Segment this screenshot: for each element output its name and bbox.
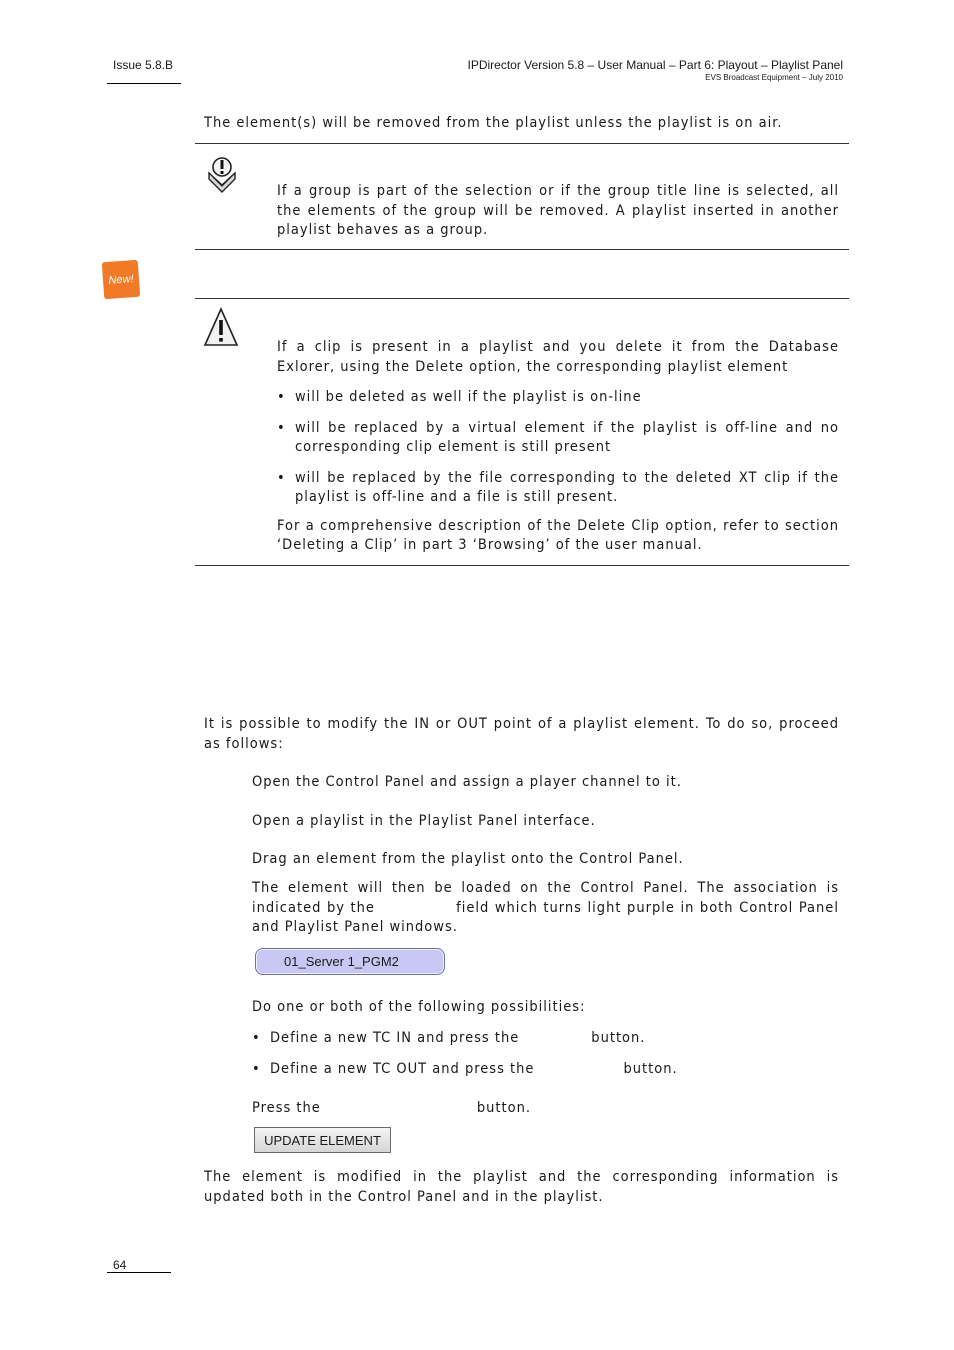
warning-bottom-rule: [195, 565, 849, 566]
step-5-text: Press the: [252, 1100, 321, 1116]
note-icon: [205, 155, 239, 195]
step-2: Open a playlist in the Playlist Panel interface.: [252, 813, 596, 829]
tc-out-button-word: button.: [623, 1061, 678, 1077]
warning-outro: For a comprehensive description of the Delete Clip option, refer to section ‘Deleting a Clip’ in part 3 ‘Browsing’ of the user manual.: [277, 517, 839, 553]
warning-intro: If a clip is present in a playlist and you delete it from the Database Exlorer, using the Delete option, the corresponding playlist element: [277, 339, 839, 375]
step-5-button-word: button.: [476, 1100, 531, 1116]
warning-top-rule: [195, 298, 849, 299]
issue-label: Issue 5.8.B: [113, 58, 174, 72]
tc-in-button-word: button.: [591, 1030, 646, 1046]
warning-bullet-list: [277, 388, 839, 508]
step-3-desc-start: The element will then be loaded on the Control Panel. The association is indicated by the: [252, 880, 839, 916]
warning-icon: [203, 307, 237, 347]
warning-bullet: • will be replaced by the file corresponding to the deleted XT clip if the playlist is off-line and a file is still present.: [277, 469, 839, 508]
tc-in-bullet: [252, 1029, 839, 1049]
update-element-button[interactable]: UPDATE ELEMENT: [254, 1127, 391, 1153]
tc-in-text: Define a new TC IN and press the: [270, 1030, 520, 1046]
bullet-dot: •: [252, 1030, 261, 1046]
step-5: [252, 1099, 839, 1119]
result-paragraph: The element is modified in the playlist and the corresponding information is updated both in the Control Panel and in the playlist.: [204, 1169, 839, 1205]
step-4: Do one or both of the following possibilities:: [252, 999, 586, 1015]
note-bottom-rule: [195, 249, 849, 250]
document-subtitle: EVS Broadcast Equipment – July 2010: [705, 73, 843, 82]
step-3-desc-end: field which turns light purple in both Control Panel and Playlist Panel windows.: [252, 899, 839, 935]
page-number: 64: [113, 1258, 127, 1272]
tc-out-bullet: [252, 1060, 839, 1080]
note-group-text: If a group is part of the selection or if the group title line is selected, all the elements of the group will be removed. A playlist inserted in another playlist behaves as a group.: [277, 183, 839, 238]
warning-block: [277, 338, 839, 556]
step-3-description: [252, 879, 839, 938]
warning-bullet: • will be deleted as well if the playlist is on-line: [277, 388, 839, 408]
document-title: IPDirector Version 5.8 – User Manual – Part 6: Playout – Playlist Panel: [467, 58, 843, 72]
modify-intro: It is possible to modify the IN or OUT point of a playlist element. To do so, proceed as follows:: [204, 716, 839, 752]
step-3: Drag an element from the playlist onto the Control Panel.: [252, 851, 684, 867]
header-divider: [107, 83, 181, 84]
tc-out-text: Define a new TC OUT and press the: [270, 1061, 535, 1077]
step-1: Open the Control Panel and assign a player channel to it.: [252, 774, 682, 790]
warning-bullet: • will be replaced by a virtual element if the playlist is off-line and no corresponding clip element is still present: [277, 419, 839, 458]
bullet-dot: •: [252, 1061, 261, 1077]
new-badge: New!: [102, 260, 140, 299]
server-channel-field[interactable]: 01_Server 1_PGM2: [255, 948, 445, 975]
footer-divider: [107, 1272, 171, 1273]
note-top-rule: [195, 143, 849, 144]
intro-paragraph: The element(s) will be removed from the playlist unless the playlist is on air.: [204, 115, 783, 131]
